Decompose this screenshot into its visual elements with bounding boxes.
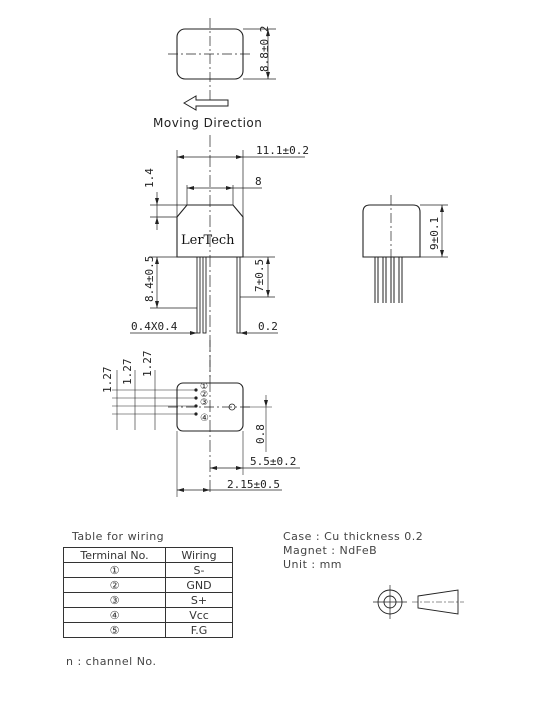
pin-length-dim: 8.4±0.5 (143, 255, 156, 302)
pin-gap-dim: 0.2 (258, 320, 278, 333)
front-top-width-dim: 8 (255, 175, 262, 188)
wiring-cell: S- (166, 563, 233, 578)
pin-number-4: ④ (200, 413, 210, 424)
top-view-height-dim: 8.8±0.2 (258, 25, 271, 72)
projection-symbol (373, 585, 464, 619)
header-wiring: Wiring (166, 548, 233, 563)
chamfer-dim: 1.4 (143, 168, 156, 188)
table-row (64, 578, 233, 593)
wiring-table-header (64, 548, 233, 563)
brand-label: LerTech (181, 233, 235, 248)
wiring-table (63, 547, 233, 638)
front-view (130, 135, 305, 380)
wiring-cell: GND (166, 578, 233, 593)
table-row (64, 623, 233, 638)
wiring-cell: F.G (166, 623, 233, 638)
offset-dim: 0.8 (254, 424, 267, 444)
wiring-cell: S+ (166, 593, 233, 608)
pin-section-dim: 0.4X0.4 (131, 320, 178, 333)
x-dim-2: 2.15±0.5 (227, 478, 280, 491)
pin-number-3: ③ (200, 398, 209, 408)
table-row (64, 608, 233, 623)
pin-number-1: ① (200, 382, 209, 392)
terminal-cell: ⑤ (64, 623, 166, 638)
header-terminal: Terminal No. (64, 548, 166, 563)
table-row (64, 563, 233, 578)
front-width-dim: 11.1±0.2 (256, 144, 309, 157)
spec-unit: Unit : mm (283, 558, 343, 571)
table-row (64, 593, 233, 608)
wiring-table-title: Table for wiring (72, 530, 165, 543)
terminal-cell: ④ (64, 608, 166, 623)
pin-length2-dim: 7±0.5 (253, 258, 266, 292)
side-height-dim: 9±0.1 (428, 216, 441, 250)
spec-case: Case : Cu thickness 0.2 (283, 530, 424, 543)
pin-number-2: ② (200, 390, 209, 400)
pitch-dim-1: 1.27 (101, 366, 114, 393)
spec-magnet: Magnet : NdFeB (283, 544, 378, 557)
wiring-table-footnote: n : channel No. (66, 655, 157, 668)
x-dim-1: 5.5±0.2 (250, 455, 297, 468)
moving-direction-arrow (184, 96, 228, 110)
pitch-dim-2: 1.27 (121, 358, 134, 385)
pitch-dim-3: 1.27 (141, 350, 154, 377)
terminal-cell: ① (64, 563, 166, 578)
terminal-cell: ③ (64, 593, 166, 608)
terminal-cell: ② (64, 578, 166, 593)
moving-direction-label: Moving Direction (153, 116, 263, 130)
wiring-cell: Vcc (166, 608, 233, 623)
